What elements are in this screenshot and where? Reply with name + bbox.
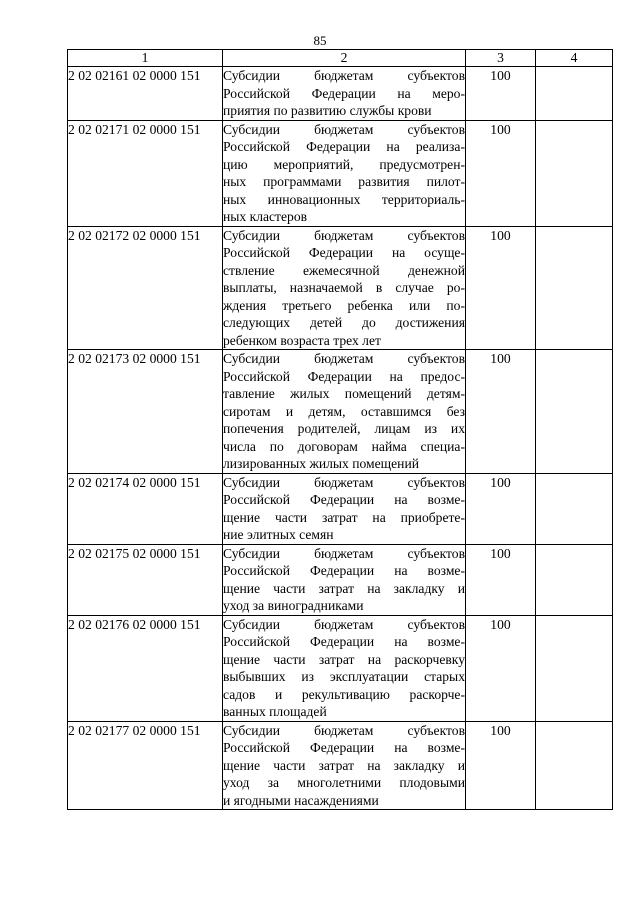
description-cell xyxy=(223,473,466,544)
description-line: Субсидии бюджетам субъектов xyxy=(223,121,465,137)
description-line: Субсидии бюджетам субъектов xyxy=(223,227,465,243)
description-line: Российской Федерации на предос- xyxy=(223,368,465,384)
column-4-cell xyxy=(536,67,613,121)
table-row xyxy=(68,120,613,226)
description-line: выбывших из эксплуатации старых xyxy=(223,669,465,684)
description-line: уход за многолетними плодовыми xyxy=(223,775,465,790)
description-line: щение части затрат на закладку и xyxy=(223,757,465,773)
norm-value-cell: 100 xyxy=(466,226,536,350)
description-line: и ягодными насаждениями xyxy=(223,792,379,808)
description-line: Российской Федерации на реализа- xyxy=(223,139,465,154)
norm-value-cell: 100 xyxy=(466,473,536,544)
revenue-code-cell: 2 02 02161 02 0000 151 xyxy=(68,67,223,121)
description-line: тавление жилых помещений детям- xyxy=(223,386,465,401)
description-line: щение части затрат на приобрете- xyxy=(223,509,465,525)
revenue-code-cell: 2 02 02172 02 0000 151 xyxy=(68,226,223,350)
norm-value-cell: 100 xyxy=(466,67,536,121)
description-cell xyxy=(223,615,466,721)
norm-value-cell: 100 xyxy=(466,544,536,615)
description-line: цию мероприятий, предусмотрен- xyxy=(223,156,465,172)
description-line: попечения родителей, лицам из их xyxy=(223,421,465,436)
table-header-row xyxy=(68,50,613,67)
description-line: выплаты, назначаемой в случае ро- xyxy=(223,280,465,295)
description-line: ствление ежемесячной денежной xyxy=(223,262,465,278)
description-line: ребенком возраста трех лет xyxy=(223,332,381,348)
revenue-code-cell: 2 02 02176 02 0000 151 xyxy=(68,615,223,721)
description-line: следующих детей до достижения xyxy=(223,315,465,330)
norm-value-cell: 100 xyxy=(466,721,536,810)
description-line: Субсидии бюджетам субъектов xyxy=(223,474,465,490)
description-line: Российской Федерации на возме- xyxy=(223,740,465,755)
norm-value-cell: 100 xyxy=(466,350,536,474)
column-4-cell xyxy=(536,120,613,226)
norm-value-cell: 100 xyxy=(466,615,536,721)
column-header: 2 xyxy=(223,50,466,67)
description-line: лизированных жилых помещений xyxy=(223,456,420,471)
column-4-cell xyxy=(536,473,613,544)
table-row xyxy=(68,544,613,615)
column-header: 3 xyxy=(466,50,536,67)
description-line: приятия по развитию службы крови xyxy=(223,103,432,118)
revenue-code-cell: 2 02 02177 02 0000 151 xyxy=(68,721,223,810)
revenue-code-cell: 2 02 02171 02 0000 151 xyxy=(68,120,223,226)
description-line: Российской Федерации на возме- xyxy=(223,563,465,578)
table-row xyxy=(68,615,613,721)
column-4-cell xyxy=(536,350,613,474)
description-line: Российской Федерации на меро- xyxy=(223,85,465,101)
description-line: садов и рекультивацию раскорче- xyxy=(223,686,465,702)
description-line: Субсидии бюджетам субъектов xyxy=(223,68,465,83)
table-body xyxy=(68,67,613,810)
description-cell xyxy=(223,67,466,121)
description-line: ных программами развития пилот- xyxy=(223,174,465,189)
description-line: сиротам и детям, оставшимся без xyxy=(223,403,465,419)
description-line: Российской Федерации на возме- xyxy=(223,634,465,649)
column-4-cell xyxy=(536,721,613,810)
description-line: ных инновационных территориаль- xyxy=(223,191,465,207)
description-line: ных кластеров xyxy=(223,209,308,224)
column-header: 4 xyxy=(536,50,613,67)
description-cell xyxy=(223,544,466,615)
description-line: Субсидии бюджетам субъектов xyxy=(223,545,465,561)
column-4-cell xyxy=(536,226,613,350)
table-row xyxy=(68,473,613,544)
description-line: Субсидии бюджетам субъектов xyxy=(223,722,465,738)
table-row xyxy=(68,67,613,121)
revenue-code-cell: 2 02 02173 02 0000 151 xyxy=(68,350,223,474)
description-line: Субсидии бюджетам субъектов xyxy=(223,351,465,366)
description-line: числа по договорам найма специа- xyxy=(223,438,465,454)
table-row xyxy=(68,350,613,474)
revenue-code-cell: 2 02 02175 02 0000 151 xyxy=(68,544,223,615)
budget-table xyxy=(67,49,613,810)
description-line: ждения третьего ребенка или по- xyxy=(223,297,465,313)
description-line: Российской Федерации на возме- xyxy=(223,492,465,507)
description-line: ние элитных семян xyxy=(223,527,334,542)
table-row xyxy=(68,721,613,810)
description-line: Российской Федерации на осуще- xyxy=(223,245,465,260)
description-cell xyxy=(223,226,466,350)
page-number: 85 xyxy=(313,33,327,48)
description-cell xyxy=(223,721,466,810)
description-cell xyxy=(223,350,466,474)
table-row xyxy=(68,226,613,350)
description-line: Субсидии бюджетам субъектов xyxy=(223,616,465,632)
column-4-cell xyxy=(536,615,613,721)
column-header: 1 xyxy=(68,50,223,67)
description-cell xyxy=(223,120,466,226)
revenue-code-cell: 2 02 02174 02 0000 151 xyxy=(68,473,223,544)
column-4-cell xyxy=(536,544,613,615)
norm-value-cell: 100 xyxy=(466,120,536,226)
description-line: ванных площадей xyxy=(223,704,327,719)
description-line: уход за виноградниками xyxy=(223,598,364,613)
description-line: щение части затрат на раскорчевку xyxy=(223,651,465,667)
description-line: щение части затрат на закладку и xyxy=(223,580,465,596)
